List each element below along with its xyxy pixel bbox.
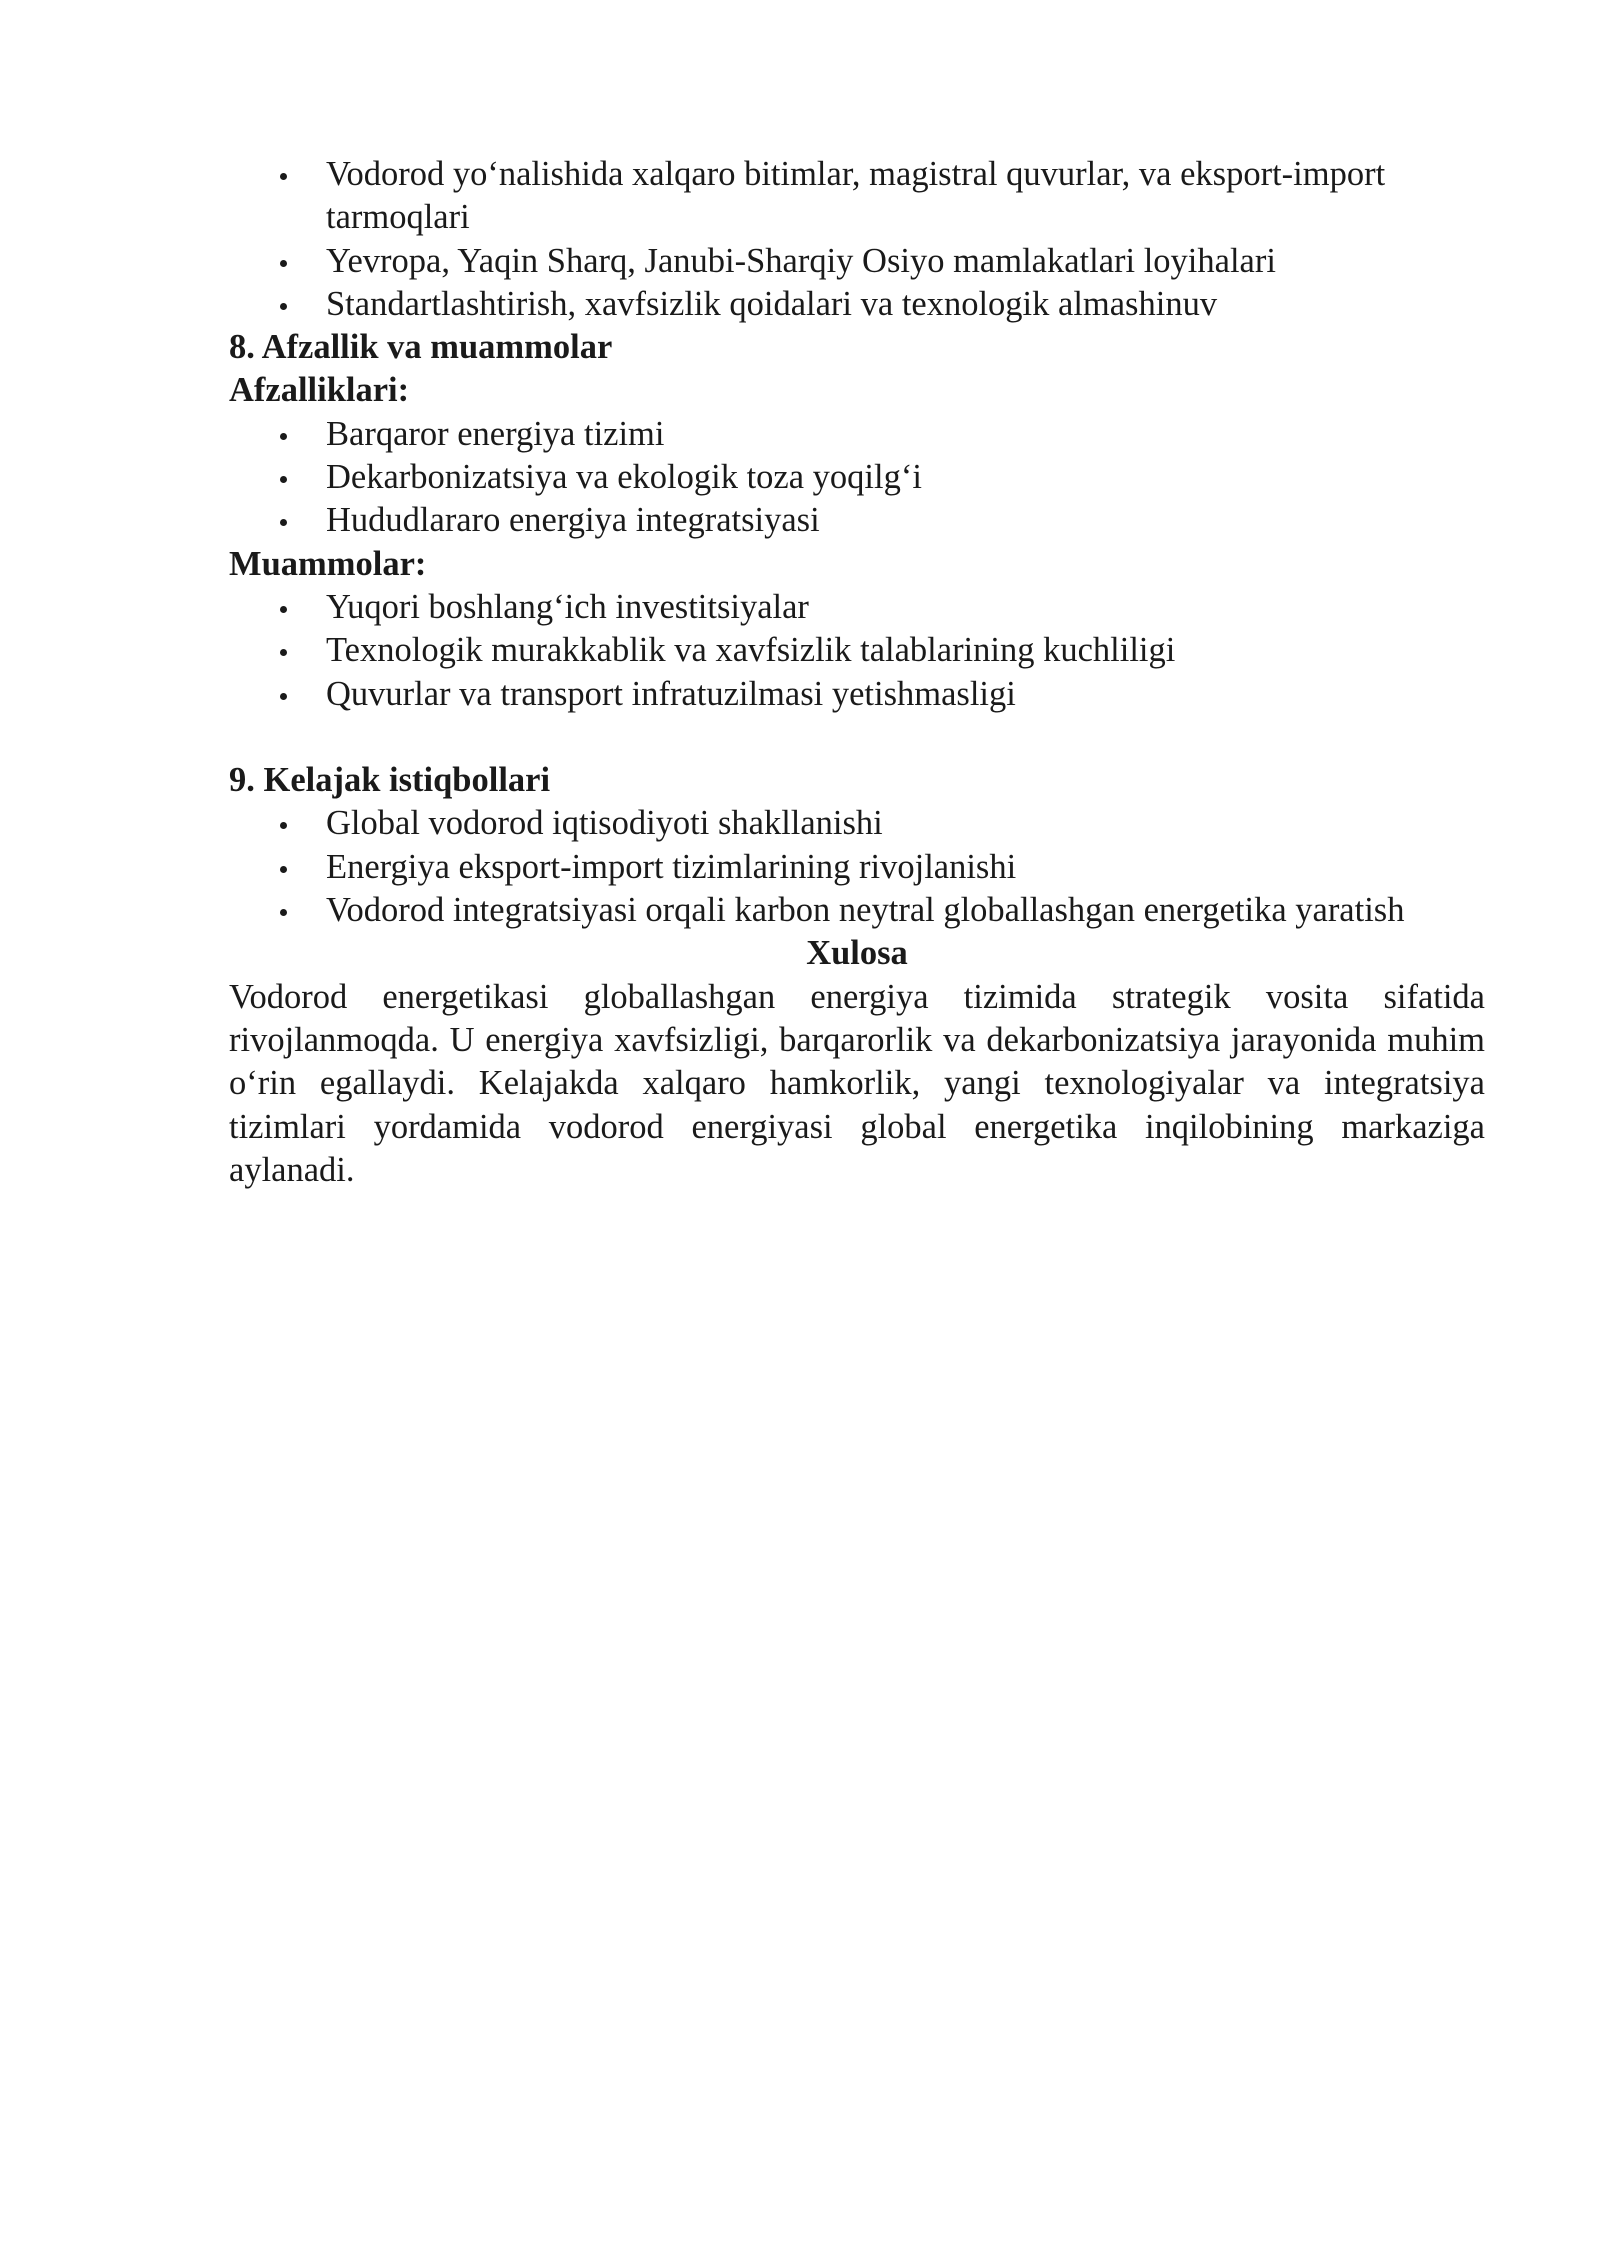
list-item: Standartlashtirish, xavfsizlik qoidalari va texnologik almashinuv (326, 283, 1485, 326)
problems-label: Muammolar: (229, 544, 427, 583)
list-item: Global vodorod iqtisodiyoti shakllanishi (326, 802, 1485, 845)
list-item: Vodorod integratsiyasi orqali karbon neytral globallashgan energetika yaratish (326, 889, 1485, 932)
list-item: Yuqori boshlang‘ich investitsiyalar (326, 586, 1485, 629)
list-item: Texnologik murakkablik va xavfsizlik talablarining kuchliligi (326, 629, 1485, 672)
document-body (229, 153, 1485, 1192)
list-item: Energiya eksport-import tizimlarining rivojlanishi (326, 846, 1485, 889)
list-item: Barqaror energiya tizimi (326, 413, 1485, 456)
list-item: Hududlararo energiya integratsiyasi (326, 499, 1485, 542)
conclusion-paragraph: Vodorod energetikasi globallashgan energiya tizimida strategik vosita sifatida rivojlanmoqda. U energiya xavfsizligi, barqarorlik va dekarbonizatsiya jarayonida muhim o‘rin egallaydi. Kelajakda xalqaro hamkorlik, yangi texnologiyalar va integratsiya tizimlari yordamida vodorod energiyasi global energetika inqilobining markaziga aylanadi. (229, 977, 1485, 1189)
conclusion-title: Xulosa (806, 934, 908, 973)
list-item: Vodorod yo‘nalishida xalqaro bitimlar, magistral quvurlar, va eksport-import tarmoqlari (326, 153, 1485, 240)
international-cooperation-list (229, 153, 1485, 326)
section-spacer (229, 716, 1485, 759)
section-9-title: 9. Kelajak istiqbollari (229, 761, 551, 800)
advantages-list (229, 413, 1485, 543)
list-item: Dekarbonizatsiya va ekologik toza yoqilg‘i (326, 456, 1485, 499)
advantages-label: Afzalliklari: (229, 371, 410, 410)
section-8-title: 8. Afzallik va muammolar (229, 328, 613, 367)
problems-list (229, 586, 1485, 716)
future-prospects-list (229, 802, 1485, 932)
list-item: Yevropa, Yaqin Sharq, Janubi-Sharqiy Osiyo mamlakatlari loyihalari (326, 240, 1485, 283)
list-item: Quvurlar va transport infratuzilmasi yetishmasligi (326, 673, 1485, 716)
